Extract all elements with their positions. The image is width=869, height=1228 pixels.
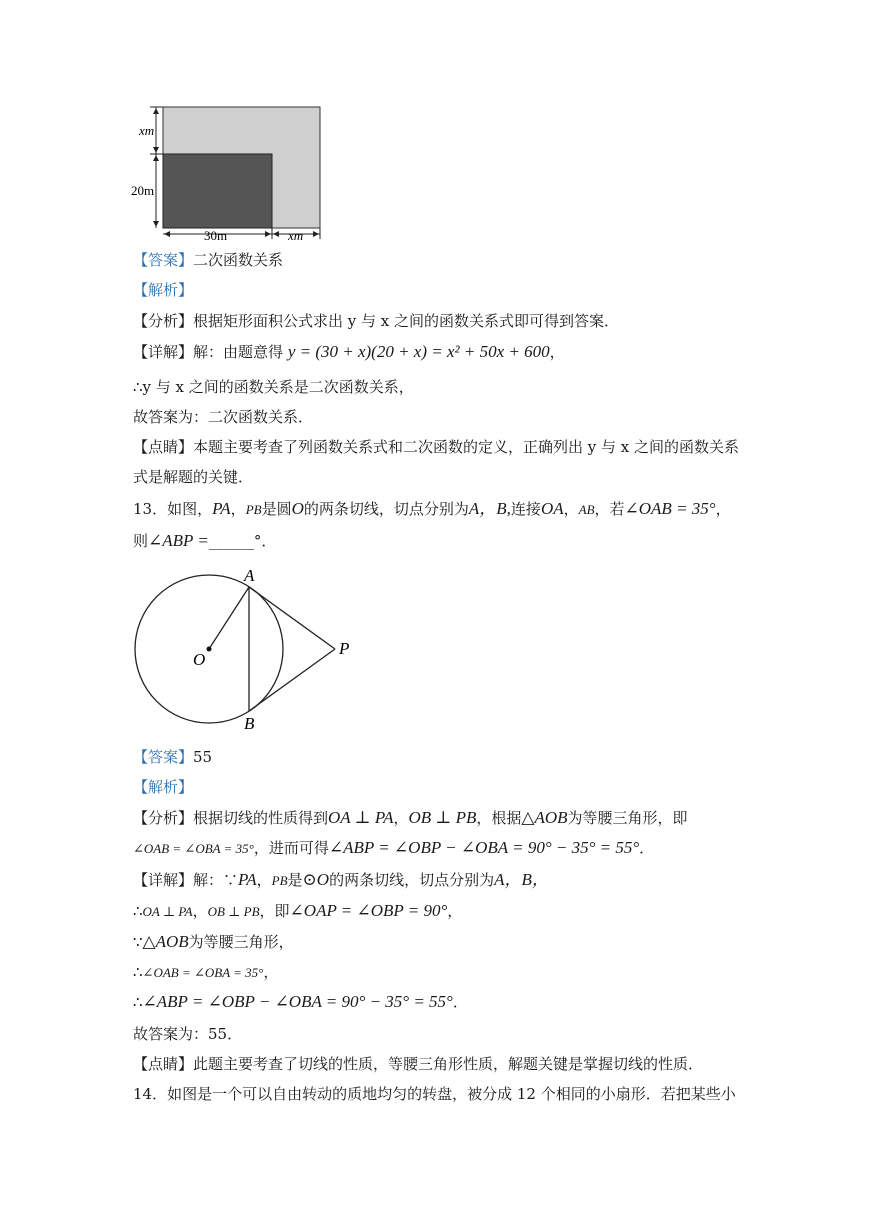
- label-O: O: [193, 650, 206, 669]
- q13-step-4: ∴∠ABP = ∠OBP − ∠OBA = 90° − 35° = 55°．: [133, 992, 468, 1011]
- q12-jiexi: 【解析】: [133, 281, 194, 299]
- rectangle-figure: [130, 100, 330, 240]
- q12-fenxi: 【分析】根据矩形面积公式求出 y 与 x 之间的函数关系式即可得到答案．: [133, 312, 620, 330]
- circle-tangent-figure: [125, 565, 365, 735]
- q12-answer: 【答案】二次函数关系: [133, 251, 284, 269]
- q13-answer: 【答案】55: [133, 748, 213, 766]
- q13-step-1: ∴OA ⊥ PA，OB ⊥ PB，即∠OAP = ∠OBP = 90°，: [133, 901, 463, 920]
- q13-dianjing: 【点睛】此题主要考查了切线的性质，等腰三角形性质，解题关键是掌握切线的性质．: [133, 1055, 704, 1073]
- label-20m: 20m: [131, 183, 155, 198]
- q12-dianjing-1: 【点睛】本题主要考查了列函数关系式和二次函数的定义，正确列出 y 与 x 之间的函数关系: [133, 438, 740, 456]
- q13-stem-1: 13．如图，PA，PB是圆O的两条切线，切点分别为A，B,连接OA，AB，若∠OAB = 35°，: [133, 499, 731, 518]
- q14-stem: 14．如图是一个可以自由转动的质地均匀的转盘，被分成 12 个相同的小扇形．若把某些小: [133, 1085, 736, 1103]
- label-A: A: [244, 566, 255, 585]
- q12-final: 故答案为：二次函数关系．: [133, 408, 314, 426]
- q13-fenxi-1: 【分析】根据切线的性质得到OA ⊥ PA，OB ⊥ PB，根据△AOB为等腰三角形，即: [133, 808, 688, 827]
- answer-blank: ______: [208, 532, 254, 550]
- inner-rectangle: [163, 154, 272, 228]
- segment-OA: [209, 587, 249, 649]
- q13-fenxi-2: ∠OAB = ∠OBA = 35°，进而可得∠ABP = ∠OBP − ∠OBA = 90° − 35° = 55°．: [133, 838, 655, 857]
- label-xm-right: xm: [288, 228, 304, 240]
- label-30m: 30m: [204, 228, 228, 240]
- tangent-PA: [249, 587, 335, 649]
- q12-dianjing-2: 式是解题的关键．: [133, 468, 254, 486]
- q13-jiexi: 【解析】: [133, 778, 194, 796]
- tangent-PB: [249, 649, 335, 711]
- q13-xiangjie: 【详解】解：∵PA，PB是⊙O的两条切线，切点分别为A，B，: [133, 870, 549, 889]
- q12-therefore: ∴y 与 x 之间的函数关系是二次函数关系，: [133, 378, 414, 396]
- label-xm-top: xm: [139, 123, 155, 138]
- q13-stem-2: 则∠ABP =______°．: [133, 531, 277, 550]
- q13-final: 故答案为：55．: [133, 1025, 243, 1043]
- q13-step-2: ∵△AOB为等腰三角形，: [133, 932, 294, 951]
- q12-xiangjie: 【详解】解：由题意得 y = (30 + x)(20 + x) = x² + 50x + 600，: [133, 342, 565, 361]
- label-P: P: [339, 639, 350, 658]
- label-B: B: [244, 714, 255, 733]
- q13-step-3: ∴∠OAB = ∠OBA = 35°，: [133, 963, 279, 981]
